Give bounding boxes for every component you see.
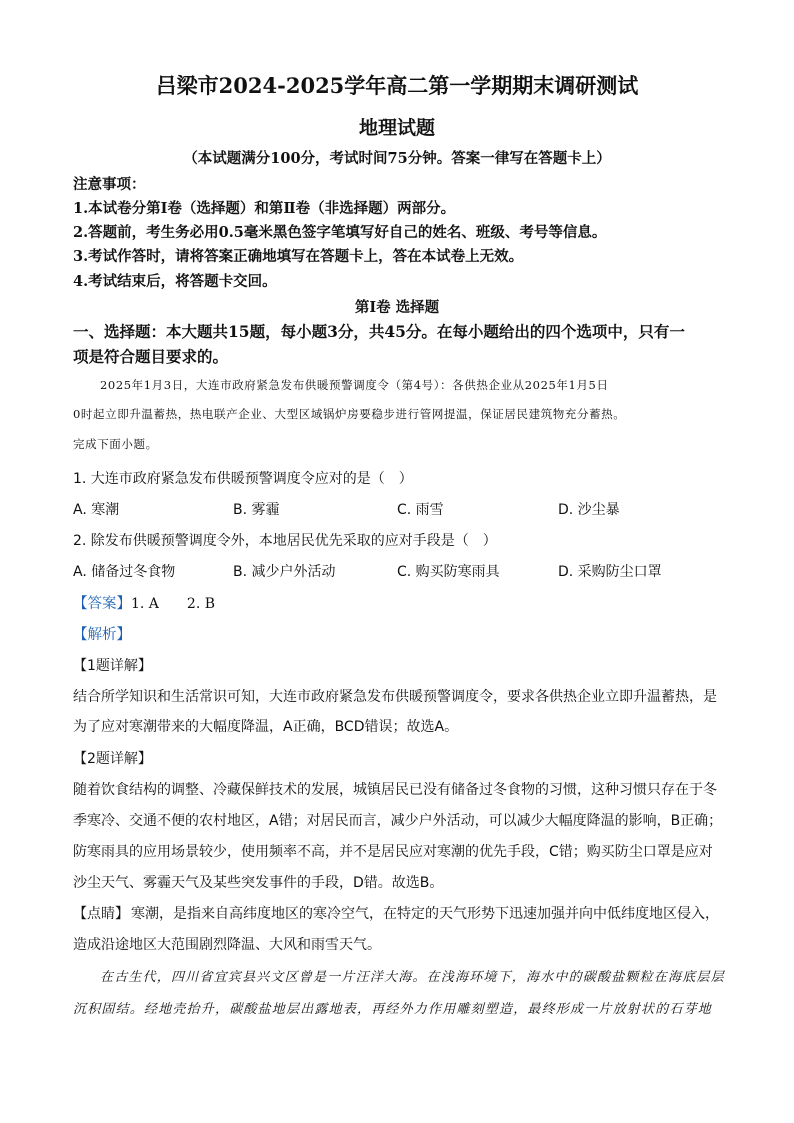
detail-2-line-1: 随着饮食结构的调整、冷藏保鲜技术的发展，城镇居民已没有储备过冬食物的习惯，这种习惯只存在于冬: [73, 782, 717, 798]
comment-line-1: 寒潮，是指来自高纬度地区的寒冷空气，在特定的天气形势下迅速加强并向中低纬度地区侵入，: [131, 906, 719, 922]
detail-2-line-4: 沙尘天气、雾霾天气及某些突发事件的手段，D错。故选B。: [73, 875, 444, 891]
section-title: 第Ⅰ卷 选择题: [354, 299, 440, 316]
comment-tag: 【点睛】: [73, 906, 129, 922]
notice-item-3: 3.考试作答时，请将答案正确地填写在答题卡上，答在本试卷上无效。: [73, 248, 524, 265]
question-2-option-a: A. 储备过冬食物: [73, 564, 176, 580]
notice-item-1: 1.本试卷分第Ⅰ卷（选择题）和第Ⅱ卷（非选择题）两部分。: [73, 200, 456, 217]
answer-text: 1. A 2. B: [131, 596, 216, 612]
passage-1-line-2: 0时起立即升温蓄热，热电联产企业、大型区域锅炉房要稳步进行管网提温，保证居民建筑物充分蓄热。: [73, 407, 626, 421]
detail-1-tag: 【1题详解】: [73, 658, 152, 674]
question-1-option-b: B. 雾霾: [233, 502, 280, 518]
question-2-option-d: D. 采购防尘口罩: [558, 564, 662, 580]
section-instruction-line-1: 一、选择题：本大题共15题，每小题3分，共45分。在每小题给出的四个选项中，只有一: [73, 322, 685, 341]
passage-2-line-1: 在古生代，四川省宜宾县兴文区曾是一片汪洋大海。在浅海环境下，海水中的碳酸盐颗粒在海底层层: [100, 970, 725, 985]
notice-heading: 注意事项：: [73, 176, 146, 193]
subject-title: 地理试题: [358, 117, 435, 139]
analysis-tag: 【解析】: [73, 627, 131, 643]
detail-2-line-3: 防寒雨具的应用场景较少，使用频率不高，并不是居民应对寒潮的优先手段，C错；购买防尘口罩是应对: [73, 844, 713, 860]
detail-1-line-2: 为了应对寒潮带来的大幅度降温，A正确，BCD错误；故选A。: [73, 719, 459, 735]
notice-item-4: 4.考试结束后，将答题卡交回。: [73, 273, 277, 290]
question-1-option-c: C. 雨雪: [397, 502, 444, 518]
question-2-option-c: C. 购买防寒雨具: [397, 564, 500, 580]
exam-note: （本试题满分100分，考试时间75分钟。答案一律写在答题卡上）: [183, 150, 611, 167]
exam-title: 吕梁市2024-2025学年高二第一学期期末调研测试: [155, 73, 639, 98]
passage-1-line-3: 完成下面小题。: [73, 437, 158, 451]
detail-2-line-2: 季寒冷、交通不便的农村地区，A错；对居民而言，减少户外活动，可以减少大幅度降温的影响，B正确；: [73, 813, 723, 829]
question-2-option-b: B. 减少户外活动: [233, 564, 336, 580]
answer-tag: 【答案】: [73, 596, 131, 612]
question-1-option-a: A. 寒潮: [73, 502, 120, 518]
question-1-stem: 1. 大连市政府紧急发布供暖预警调度令应对的是（ ）: [73, 471, 413, 487]
section-instruction-line-2: 项是符合题目要求的。: [73, 347, 229, 366]
notice-item-2: 2.答题前，考生务必用0.5毫米黑色签字笔填写好自己的姓名、班级、考号等信息。: [73, 224, 607, 241]
question-2-stem: 2. 除发布供暖预警调度令外，本地居民优先采取的应对手段是（ ）: [73, 533, 497, 549]
detail-2-tag: 【2题详解】: [73, 751, 152, 767]
detail-1-line-1: 结合所学知识和生活常识可知，大连市政府紧急发布供暖预警调度令，要求各供热企业立即升温蓄热，是: [73, 689, 717, 705]
question-1-option-d: D. 沙尘暴: [558, 502, 620, 518]
passage-2-line-2: 沉积固结。经地壳抬升，碳酸盐地层出露地表，再经外力作用雕刻塑造，最终形成一片放射状的石芽地: [73, 1002, 713, 1017]
comment-line-2: 造成沿途地区大范围剧烈降温、大风和雨雪天气。: [73, 937, 381, 953]
passage-1-line-1: 2025年1月3日，大连市政府紧急发布供暖预警调度令（第4号）：各供热企业从2025年1月5日: [100, 378, 609, 392]
